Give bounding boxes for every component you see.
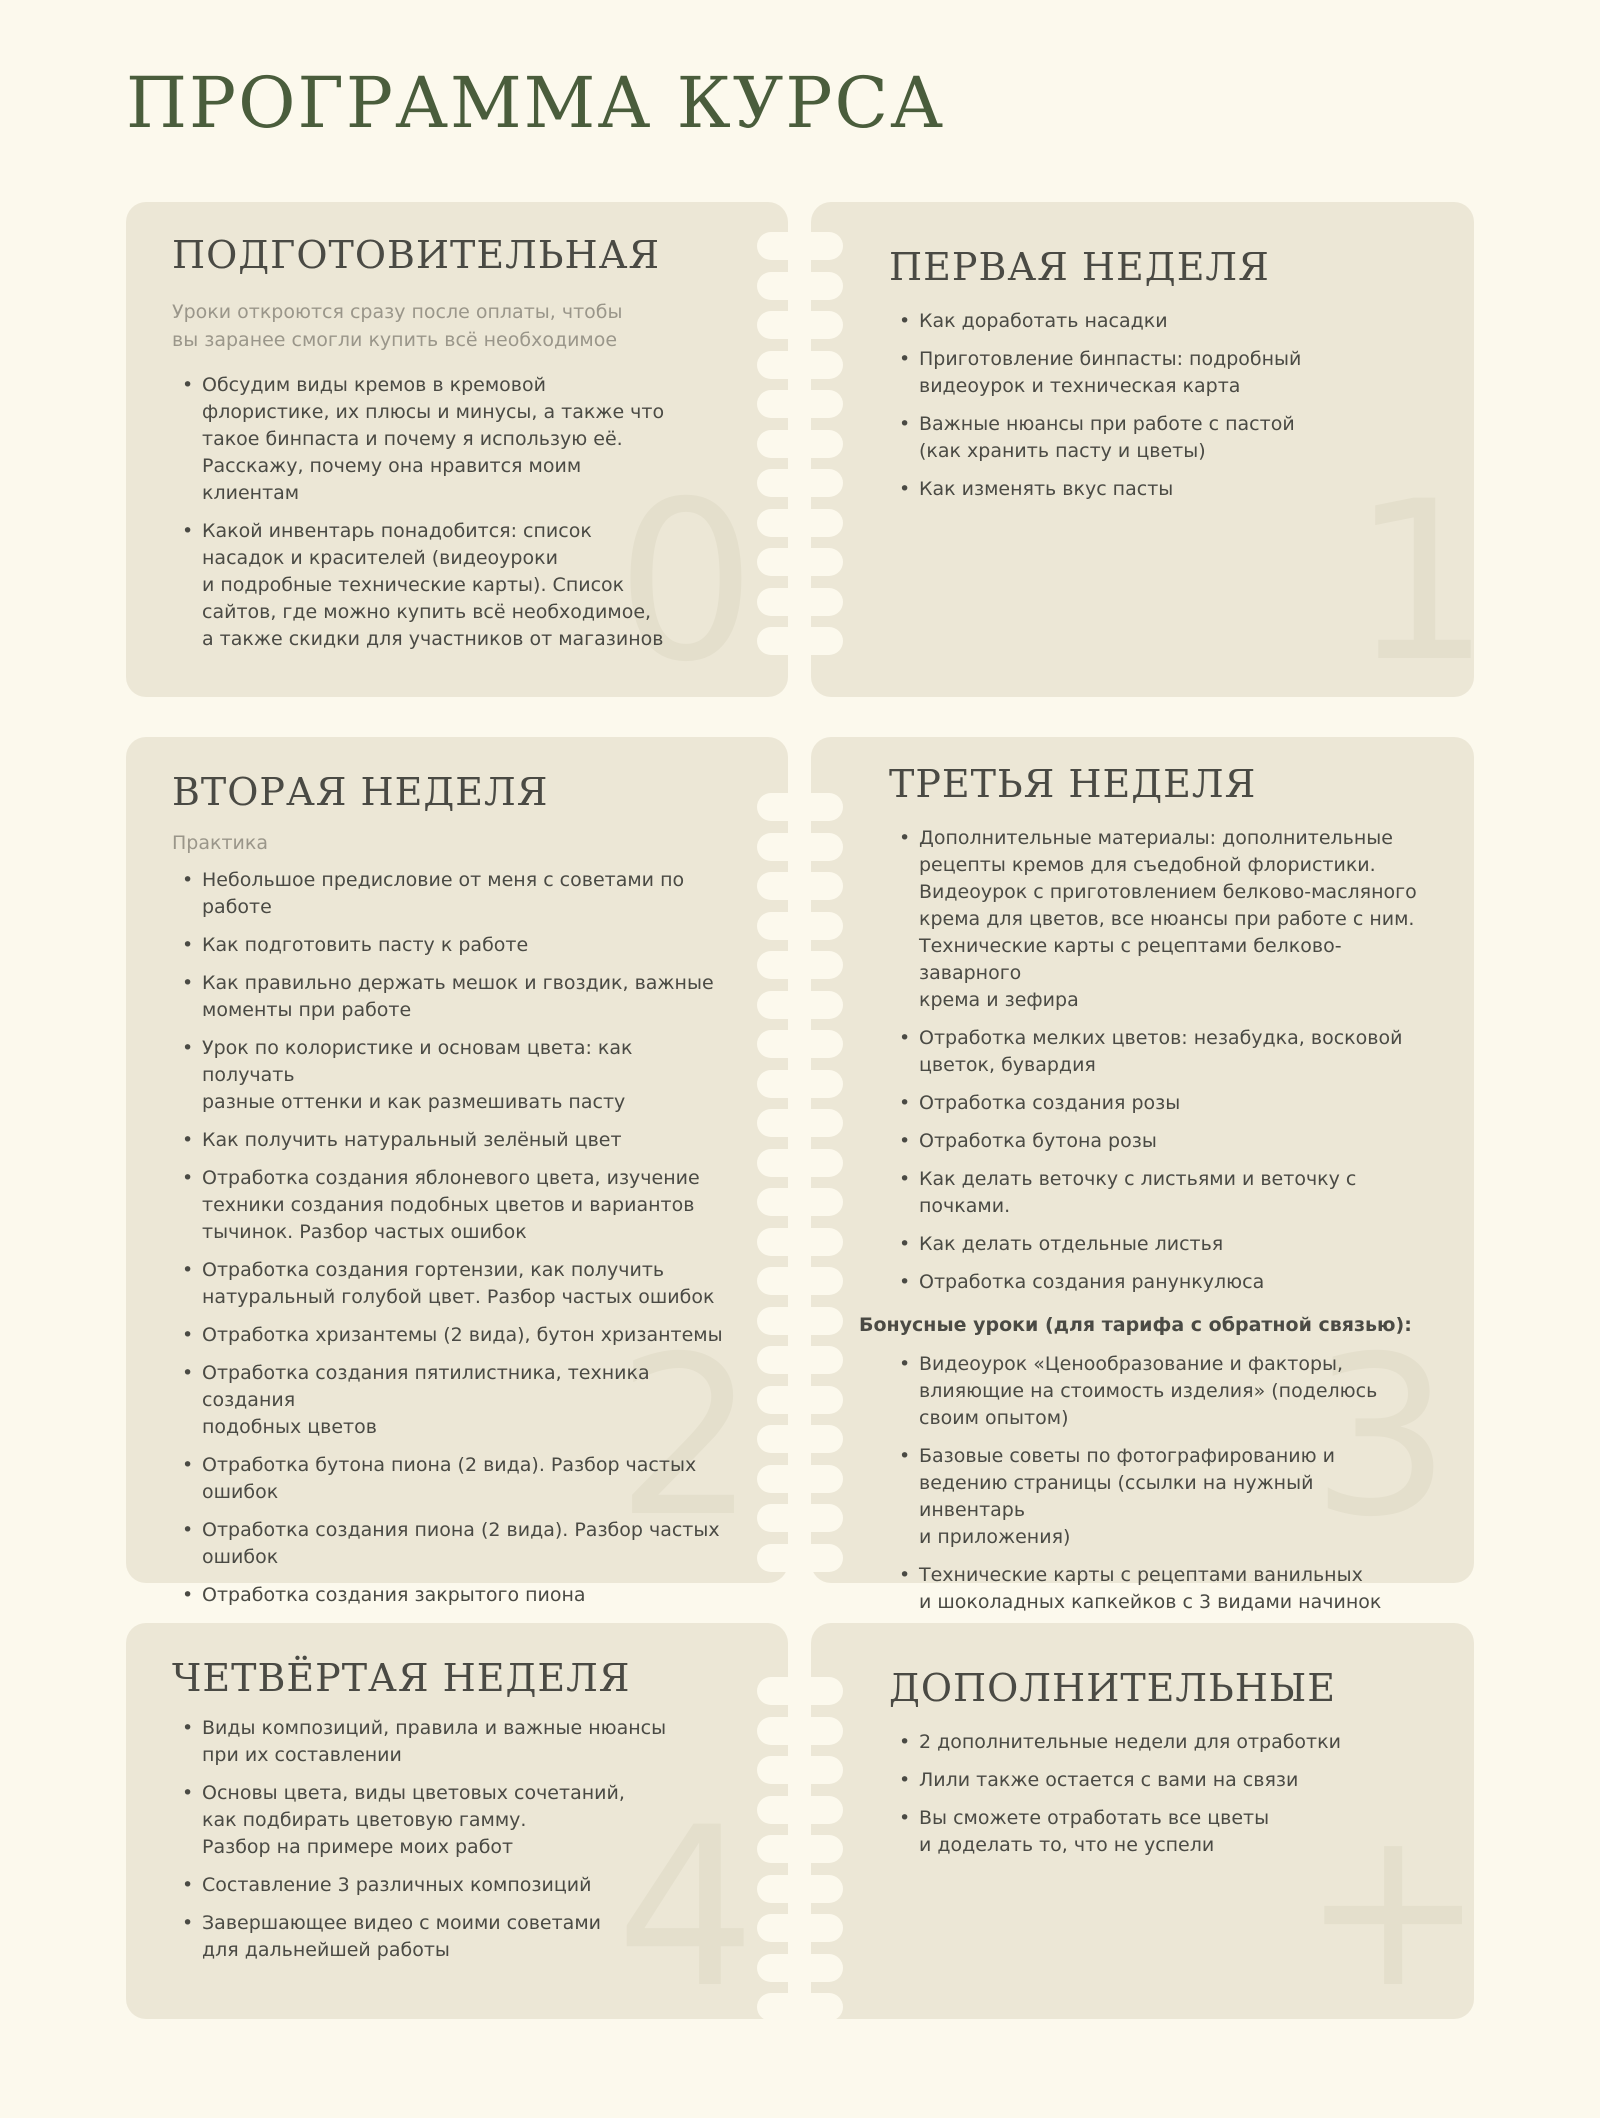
list-item-line: • Технические карты с рецептами ванильных: [919, 1564, 1363, 1586]
list-item-line: • Отработка мелких цветов: незабудка, восковой: [919, 1027, 1403, 1049]
card-number: 0: [616, 454, 756, 710]
card-week-2: [126, 737, 788, 1606]
list-item-line: • Урок по колористике и основам цвета: как получать: [202, 1037, 633, 1086]
card-subtitle: [172, 829, 728, 857]
list-item-line: клиентам: [202, 482, 300, 504]
list-item: [889, 411, 1424, 465]
card-subtitle: [172, 298, 728, 354]
card-number: 2: [616, 1309, 756, 1565]
list-item-line: цветок, бувардия: [919, 1054, 1096, 1076]
list-item: [889, 476, 1424, 503]
list-item-line: • Отработка создания пятилистника, техника создания: [202, 1362, 650, 1411]
list-item-line: • Видеоурок «Ценообразование и факторы,: [919, 1353, 1344, 1375]
list-item: [889, 1805, 1424, 1859]
card-week-4: [126, 1623, 788, 2036]
card-title: ПОДГОТОВИТЕЛЬНАЯ: [172, 233, 661, 277]
card-extra: [811, 1623, 1486, 2036]
card-gap: [788, 1623, 811, 2019]
list-item-line: как подбирать цветовую гамму.: [202, 1809, 527, 1831]
list-item: [172, 1360, 728, 1441]
list-item-line: крема для цветов, все нюансы при работе с ним.: [919, 908, 1415, 930]
list-item: [172, 372, 728, 507]
list-item: [889, 308, 1424, 335]
list-item: [172, 1165, 728, 1246]
list-item-line: • Важные нюансы при работе с пастой: [919, 413, 1295, 435]
list-item: [172, 1452, 728, 1506]
list-item: [889, 1090, 1424, 1117]
list-item-line: • Виды композиций, правила и важные нюансы: [202, 1717, 667, 1739]
list-item-line: Расскажу, почему она нравится моим: [202, 455, 582, 477]
list-item-line: • Обсудим виды кремов в кремовой: [202, 374, 546, 396]
list-item-line: и доделать то, что не успели: [919, 1834, 1215, 1856]
list-item-line: и шоколадных капкейков с 3 видами начинок: [919, 1591, 1382, 1613]
list-item: [172, 867, 728, 921]
list-item-line: такое бинпаста и почему я использую её.: [202, 428, 623, 450]
list-item-line: • Отработка создания пиона (2 вида). Разбор частых: [202, 1519, 720, 1541]
list-item-line: ошибок: [202, 1546, 279, 1568]
card-number: 4: [616, 1780, 756, 2036]
list-item-line: • Составление 3 различных композиций: [202, 1874, 592, 1896]
card-title: ЧЕТВЁРТАЯ НЕДЕЛЯ: [172, 1656, 631, 1700]
list-item-line: • Как правильно держать мешок и гвоздик, важные: [202, 972, 714, 994]
list-item-line: (как хранить пасту и цветы): [919, 440, 1206, 462]
subtitle-line: Уроки откроются сразу после оплаты, чтобы: [172, 301, 623, 323]
subtitle-line: Практика: [172, 832, 269, 854]
list-item-line: • Как получить натуральный зелёный цвет: [202, 1129, 622, 1151]
list-item-line: крема и зефира: [919, 989, 1079, 1011]
bonus-list: [859, 1351, 1424, 1616]
list-item-line: • Как подготовить пасту к работе: [202, 934, 529, 956]
list-item: [889, 1128, 1424, 1155]
list-item-line: • Отработка создания гортензии, как получить: [202, 1259, 665, 1281]
list-item-line: • Лили также остается с вами на связи: [919, 1769, 1299, 1791]
bonus-title: Бонусные уроки (для тарифа с обратной связью):: [859, 1314, 1412, 1336]
list-item-line: • Базовые советы по фотографированию и: [919, 1445, 1336, 1467]
list-item-line: подобных цветов: [202, 1416, 377, 1438]
list-item-line: своим опытом): [919, 1407, 1069, 1429]
card-title: ВТОРАЯ НЕДЕЛЯ: [172, 770, 549, 814]
card-gap: [788, 737, 811, 1583]
list-item-line: техники создания подобных цветов и вариантов: [202, 1194, 695, 1216]
card-list: [889, 308, 1424, 503]
list-item: [889, 1269, 1424, 1296]
list-item-line: флористике, их плюсы и минусы, а также что: [202, 401, 665, 423]
list-item-line: влияющие на стоимость изделия» (поделюсь: [919, 1380, 1378, 1402]
list-item: [172, 1872, 728, 1899]
list-item: [172, 518, 728, 653]
list-item-line: • Основы цвета, виды цветовых сочетаний,: [202, 1782, 625, 1804]
list-item: [889, 1562, 1424, 1616]
list-item-line: ошибок: [202, 1481, 279, 1503]
list-item: [172, 1517, 728, 1571]
list-item-line: • Вы сможете отработать все цветы: [919, 1807, 1270, 1829]
list-item: [172, 1910, 728, 1964]
list-item-line: Технические карты с рецептами белково-заварного: [919, 935, 1342, 984]
card-list: [172, 372, 728, 653]
card-number: 1: [1351, 454, 1491, 710]
list-item: [889, 346, 1424, 400]
list-item-line: Разбор на примере моих работ: [202, 1836, 514, 1858]
list-item: [889, 1729, 1424, 1756]
card-gap: [788, 202, 811, 697]
list-item-line: • Как делать отдельные листья: [919, 1233, 1224, 1255]
list-item-line: • Отработка создания закрытого пиона: [202, 1584, 586, 1606]
card-list: [889, 825, 1424, 1296]
card-number: +: [1301, 1780, 1486, 2036]
list-item-line: • Отработка создания яблоневого цвета, изучение: [202, 1167, 700, 1189]
list-item-line: • Приготовление бинпасты: подробный: [919, 348, 1302, 370]
card-title: ТРЕТЬЯ НЕДЕЛЯ: [889, 762, 1257, 806]
card-title: ПЕРВАЯ НЕДЕЛЯ: [889, 245, 1270, 289]
list-item: [172, 1257, 728, 1311]
list-item-line: • Как изменять вкус пасты: [919, 478, 1174, 500]
list-item-line: • Дополнительные материалы: дополнительные: [919, 827, 1393, 849]
page-title: ПРОГРАММА КУРСА: [126, 62, 946, 144]
list-item-line: видеоурок и техническая карта: [919, 375, 1241, 397]
list-item-line: • Отработка хризантемы (2 вида), бутон хризантемы: [202, 1324, 723, 1346]
list-item: [172, 1780, 728, 1861]
list-item-line: • Отработка бутона розы: [919, 1130, 1157, 1152]
list-item-line: • Как делать веточку с листьями и веточку с почками.: [919, 1168, 1357, 1217]
list-item: [172, 1127, 728, 1154]
list-item-line: • Отработка создания розы: [919, 1092, 1181, 1114]
list-item-line: • Какой инвентарь понадобится: список: [202, 520, 592, 542]
list-item-line: • Отработка бутона пиона (2 вида). Разбор частых: [202, 1454, 697, 1476]
list-item: [172, 970, 728, 1024]
list-item: [889, 1443, 1424, 1551]
list-item: [172, 1715, 728, 1769]
list-item-line: и подробные технические карты). Список: [202, 574, 625, 596]
subtitle-line: вы заранее смогли купить всё необходимое: [172, 329, 618, 351]
list-item: [889, 1767, 1424, 1794]
list-item-line: разные оттенки и как размешивать пасту: [202, 1091, 626, 1113]
list-item-line: моменты при работе: [202, 999, 412, 1021]
list-item-line: при их составлении: [202, 1744, 402, 1766]
card-week-3: [811, 737, 1474, 1613]
list-item-line: сайтов, где можно купить всё необходимое,: [202, 601, 652, 623]
card-title: ДОПОЛНИТЕЛЬНЫЕ: [889, 1666, 1336, 1710]
list-item-line: ведению страницы (ссылки на нужный инвентарь: [919, 1472, 1314, 1521]
list-item-line: и приложения): [919, 1526, 1071, 1548]
list-item-line: насадок и красителей (видеоуроки: [202, 547, 558, 569]
list-item: [172, 1582, 728, 1609]
card-number: 3: [1311, 1309, 1451, 1565]
list-item: [172, 1322, 728, 1349]
list-item-line: • Как доработать насадки: [919, 310, 1168, 332]
card-list: [889, 1729, 1424, 1859]
card-week-1: [811, 202, 1491, 710]
list-item-line: • 2 дополнительные недели для отработки: [919, 1731, 1341, 1753]
card-preparatory: [126, 202, 788, 710]
list-item: [889, 1166, 1424, 1220]
list-item: [889, 1351, 1424, 1432]
list-item-line: Видеоурок с приготовлением белково-масляного: [919, 881, 1417, 903]
list-item-line: рецепты кремов для съедобной флористики.: [919, 854, 1376, 876]
list-item-line: • Завершающее видео с моими советами: [202, 1912, 602, 1934]
card-list: [172, 1715, 728, 1964]
list-item: [172, 932, 728, 959]
list-item: [889, 1025, 1424, 1079]
list-item-line: а также скидки для участников от магазинов: [202, 628, 664, 650]
card-list: [172, 867, 728, 1609]
list-item: [172, 1035, 728, 1116]
list-item-line: натуральный голубой цвет. Разбор частых ошибок: [202, 1286, 715, 1308]
list-item-line: для дальнейшей работы: [202, 1939, 450, 1961]
list-item-line: • Отработка создания ранункулюса: [919, 1271, 1265, 1293]
list-item-line: тычинок. Разбор частых ошибок: [202, 1221, 527, 1243]
list-item-line: • Небольшое предисловие от меня с советами по работе: [202, 869, 685, 918]
list-item: [889, 825, 1424, 1014]
list-item: [889, 1231, 1424, 1258]
